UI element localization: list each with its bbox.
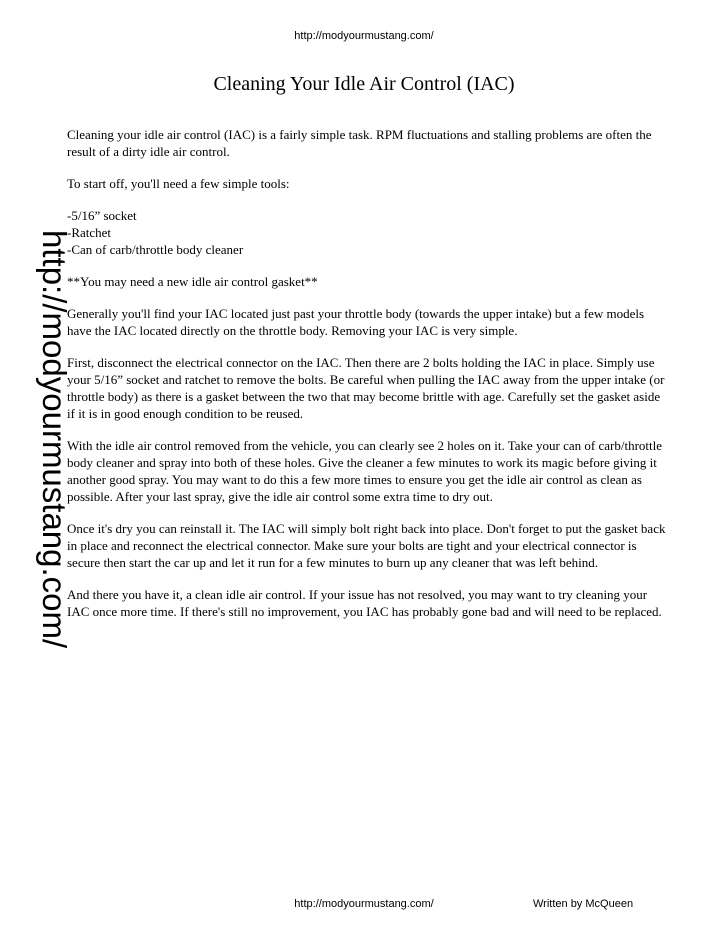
page-title: Cleaning Your Idle Air Control (IAC) — [213, 73, 515, 95]
side-watermark: http://modyourmustang.com/ — [36, 230, 73, 649]
gasket-note: **You may need a new idle air control gasket** — [67, 274, 318, 289]
footer — [0, 897, 728, 911]
footer-author: Written by McQueen — [533, 898, 634, 910]
tool-item: -5/16” socket — [67, 208, 137, 223]
intro-paragraph: Cleaning your idle air control (IAC) is a fairly simple task. RPM fluctuations and stalling problems are often the result of a dirty idle air control. — [67, 127, 652, 159]
reinstall-step-paragraph: Once it's dry you can reinstall it. The IAC will simply bolt right back into place. Don't forget to put the gasket back in place and reconnect the electrical connector. Make sure your bolts are tight and your electrical connector is secure then start the car up and let it run for a few minutes to burn up any cleaner that was left behind. — [67, 521, 666, 570]
tool-item: -Ratchet — [67, 225, 112, 240]
footer-url: http://modyourmustang.com/ — [294, 898, 434, 910]
header-url: http://modyourmustang.com/ — [294, 30, 434, 42]
remove-step-paragraph: First, disconnect the electrical connector on the IAC. Then there are 2 bolts holding the IAC in place. Simply use your 5/16” socket and ratchet to remove the bolts. Be careful when pulling the IAC away from the upper intake (or throttle body) as there is a gasket between the two that may become brittle with age. Carefully set the gasket aside if it is in good enough condition to be reused. — [67, 355, 665, 421]
tools-intro-paragraph: To start off, you'll need a few simple tools: — [67, 176, 290, 191]
tools-list — [67, 207, 667, 258]
location-paragraph: Generally you'll find your IAC located just past your throttle body (towards the upper intake) but a few models have the IAC located directly on the throttle body. Removing your IAC is very simple. — [67, 306, 645, 338]
clean-step-paragraph: With the idle air control removed from the vehicle, you can clearly see 2 holes on it. Take your can of carb/throttle body cleaner and spray into both of these holes. Give the cleaner a few minutes to work its magic before giving it another good spray. You may want to do this a few more times to ensure you get the idle air control as clean as possible. After your last spray, give the idle air control some extra time to dry out. — [67, 438, 663, 504]
conclusion-paragraph: And there you have it, a clean idle air control. If your issue has not resolved, you may want to try cleaning your IAC once more time. If there's still no improvement, you IAC has probably gone bad and will need to be replaced. — [67, 587, 662, 619]
tool-item: -Can of carb/throttle body cleaner — [67, 242, 244, 257]
article-body — [67, 126, 667, 635]
